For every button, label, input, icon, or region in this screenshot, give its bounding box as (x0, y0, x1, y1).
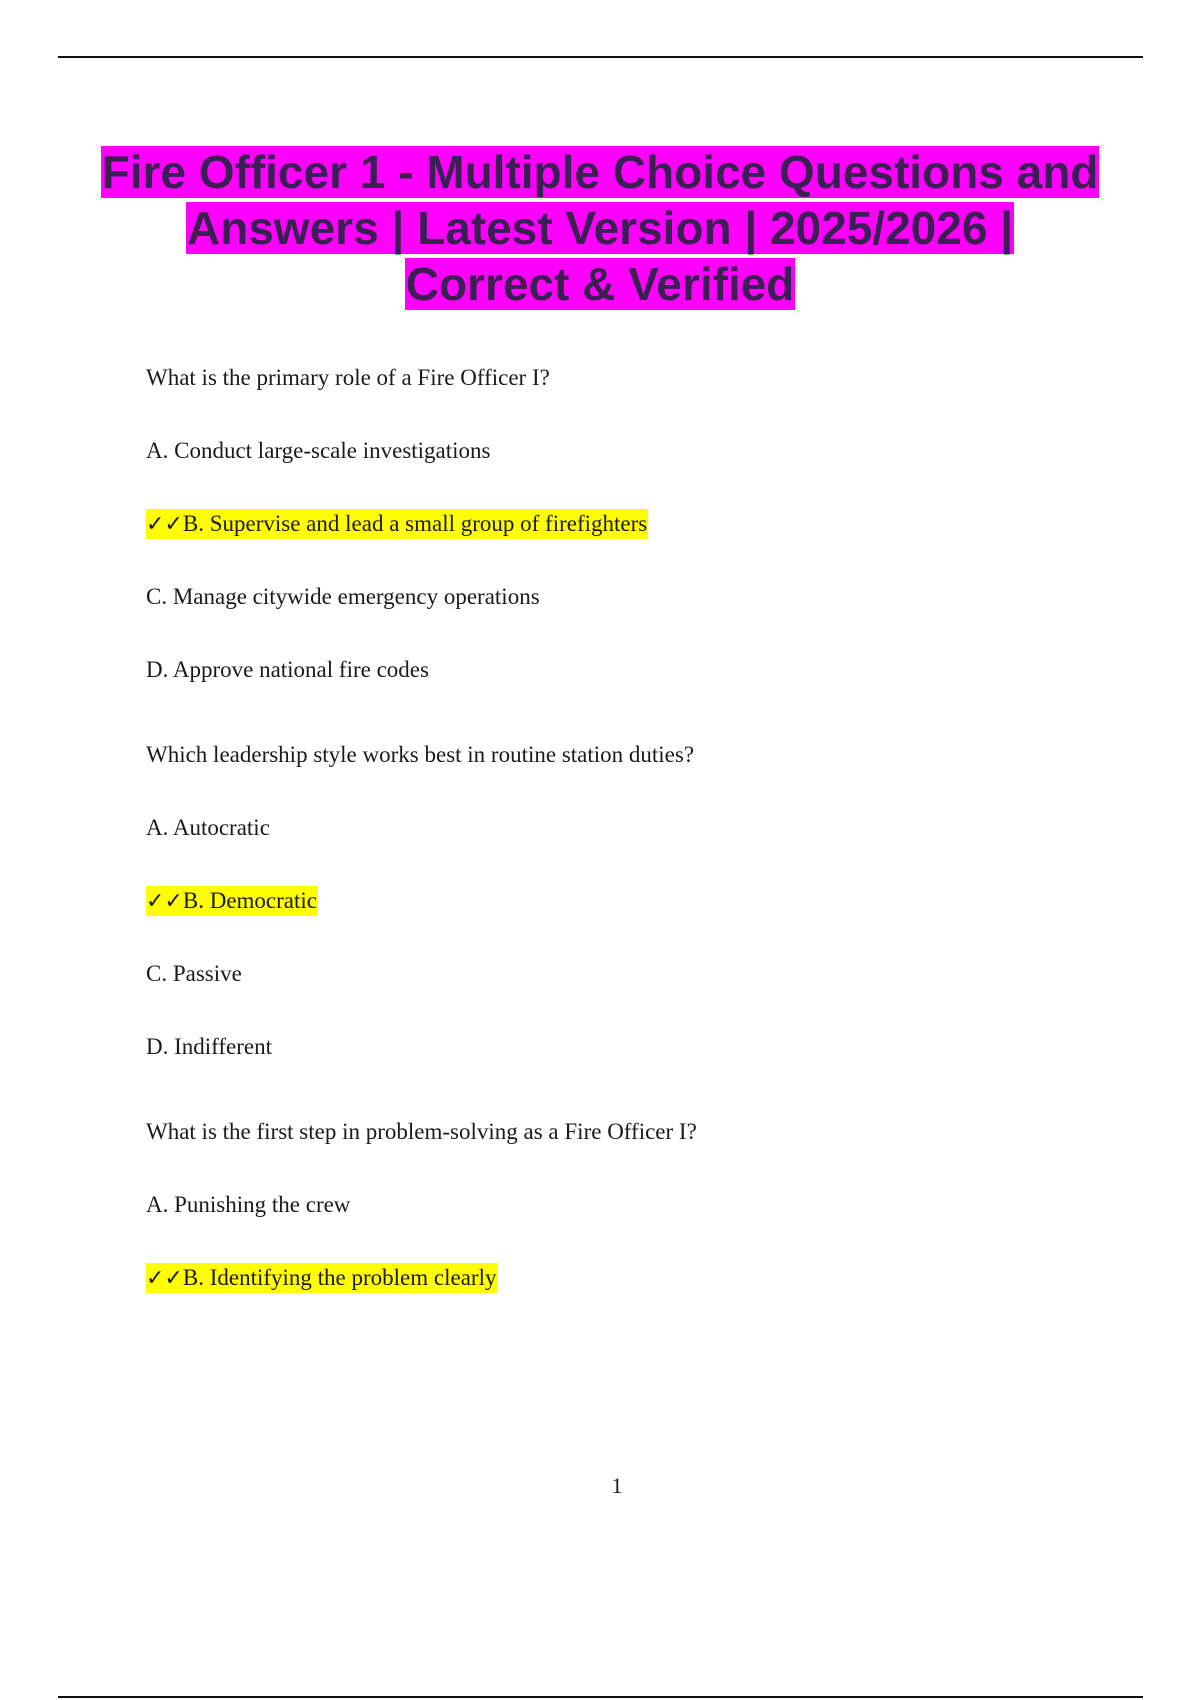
footer-rule (58, 1696, 1143, 1698)
header-rule (58, 56, 1143, 58)
option-text: B. Democratic (182, 888, 317, 913)
answer-highlight (146, 1263, 497, 1293)
question-list (146, 363, 1106, 1348)
question-block (146, 740, 1106, 1062)
answer-option (146, 582, 1106, 612)
double-check-icon: ✓✓ (146, 1266, 183, 1291)
document-title: Fire Officer 1 - Multiple Choice Questions and Answers | Latest Version | 2025/2026 | Correct & Verified (101, 146, 1099, 310)
question-stem: What is the first step in problem-solving as a Fire Officer I? (146, 1119, 697, 1144)
page-number: 1 (611, 1473, 623, 1498)
answer-option (146, 1190, 1106, 1220)
double-check-icon: ✓✓ (146, 889, 183, 914)
option-text: A. Conduct large-scale investigations (146, 438, 491, 463)
option-text: D. Approve national fire codes (146, 657, 429, 682)
answer-highlight (146, 509, 648, 539)
correct-answer-option (146, 1263, 1106, 1293)
correct-answer-option (146, 886, 1106, 916)
option-text: A. Autocratic (146, 815, 270, 840)
answer-option (146, 959, 1106, 989)
double-check-icon: ✓✓ (146, 512, 183, 537)
option-text: B. Identifying the problem clearly (182, 1265, 497, 1290)
title-block (100, 144, 1100, 312)
answer-highlight (146, 886, 318, 916)
option-text: D. Indifferent (146, 1034, 273, 1059)
correct-answer-option (146, 509, 1106, 539)
option-text: B. Supervise and lead a small group of firefighters (182, 511, 648, 536)
option-text: C. Manage citywide emergency operations (146, 584, 540, 609)
question-block (146, 1117, 1106, 1293)
option-text: A. Punishing the crew (146, 1192, 351, 1217)
option-text: C. Passive (146, 961, 242, 986)
answer-option (146, 436, 1106, 466)
answer-option (146, 1032, 1106, 1062)
question-stem: What is the primary role of a Fire Officer I? (146, 365, 550, 390)
question-stem: Which leadership style works best in routine station duties? (146, 742, 695, 767)
question-block (146, 363, 1106, 685)
answer-option (146, 655, 1106, 685)
answer-option (146, 813, 1106, 843)
